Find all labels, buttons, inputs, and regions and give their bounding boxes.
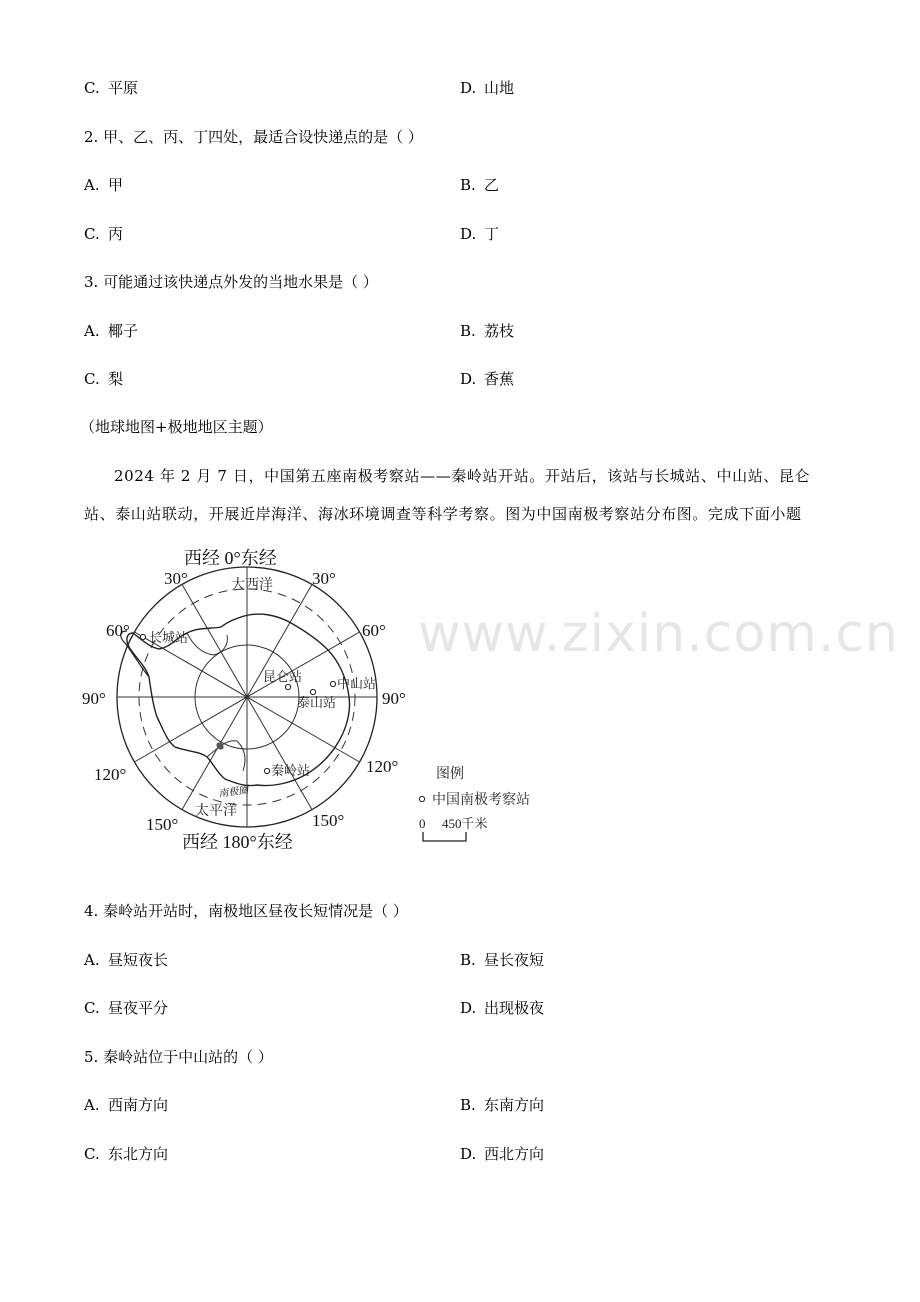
- q4-stem: 4. 秦岭站开站时，南极地区昼夜长短情况是（ ）: [84, 902, 408, 920]
- option-text: 丁: [484, 225, 500, 243]
- option-text: 山地: [484, 79, 515, 97]
- option-text: 丙: [108, 225, 124, 243]
- option-letter: D.: [460, 370, 477, 388]
- q2-option-c[interactable]: [84, 222, 123, 246]
- option-text: 荔枝: [484, 322, 515, 340]
- option-text: 平原: [108, 79, 139, 97]
- option-letter: B.: [460, 176, 476, 194]
- lon-label-e150: 150°: [312, 811, 345, 830]
- station-marker: [140, 634, 145, 639]
- station-label: 昆仑站: [263, 669, 303, 684]
- section-tag: （地球地图+极地地区主题）: [80, 418, 273, 436]
- station-changcheng: [140, 630, 188, 645]
- q3-options-row-ab: [0, 319, 920, 343]
- option-letter: D.: [460, 79, 477, 97]
- weddell-sea-coast: [187, 633, 227, 655]
- q5-stem-row: [0, 1045, 920, 1069]
- option-letter: B.: [460, 951, 476, 969]
- option-letter: D.: [460, 999, 477, 1017]
- map-top-title: 西经 0°东经: [184, 548, 277, 568]
- station-marker: [310, 689, 315, 694]
- q3-stem: 3. 可能通过该快递点外发的当地水果是（ ）: [84, 273, 378, 291]
- station-label: 秦岭站: [271, 763, 311, 778]
- scale-bar: [423, 832, 466, 841]
- q5-option-d[interactable]: [460, 1142, 544, 1166]
- option-text: 甲: [108, 176, 124, 194]
- lon-label-e60: 60°: [362, 621, 386, 640]
- lon-label-e30: 30°: [312, 569, 336, 588]
- option-text: 出现极夜: [484, 999, 545, 1017]
- intro-line-2: 站、泰山站联动，开展近岸海洋、海冰环境调查等科学考察。图为中国南极考察站分布图。完成下面小题: [84, 505, 802, 523]
- option-letter: C.: [84, 370, 100, 388]
- lon-label-w60: 60°: [106, 621, 130, 640]
- lon-label-w90: 90°: [82, 689, 106, 708]
- option-letter: C.: [84, 999, 100, 1017]
- lon-label-w150: 150°: [146, 815, 179, 834]
- q5-stem: 5. 秦岭站位于中山站的（ ）: [84, 1048, 273, 1066]
- option-letter: D.: [460, 225, 477, 243]
- q1-option-c[interactable]: [84, 76, 138, 100]
- option-letter: A.: [84, 322, 100, 340]
- q5-options-row-ab: [0, 1093, 920, 1117]
- option-text: 东南方向: [484, 1096, 545, 1114]
- option-letter: D.: [460, 1145, 477, 1163]
- q2-options-row-cd: [0, 222, 920, 246]
- ocean-label-atlantic: 大西洋: [231, 578, 273, 593]
- option-text: 梨: [108, 370, 124, 388]
- lon-label-w120: 120°: [94, 765, 127, 784]
- option-letter: C.: [84, 225, 100, 243]
- option-text: 东北方向: [108, 1145, 169, 1163]
- q4-option-c[interactable]: [84, 996, 168, 1020]
- q3-option-b[interactable]: [460, 319, 514, 343]
- map-legend: [419, 766, 530, 841]
- q2-option-a[interactable]: [84, 173, 123, 197]
- station-zhongshan: [330, 676, 376, 691]
- q4-option-d[interactable]: [460, 996, 544, 1020]
- map-grid: [117, 567, 377, 827]
- antarctic-circle-label: 南极圈: [217, 784, 250, 800]
- antarctica-station-map: [70, 540, 570, 860]
- q5-option-b[interactable]: [460, 1093, 544, 1117]
- q2-stem-row: [0, 125, 920, 149]
- section-tag-row: [0, 415, 920, 439]
- option-text: 昼夜平分: [108, 999, 169, 1017]
- q5-options-row-cd: [0, 1142, 920, 1166]
- option-text: 香蕉: [484, 370, 515, 388]
- lon-label-e90: 90°: [382, 689, 406, 708]
- q3-option-d[interactable]: [460, 367, 514, 391]
- scale-value: 450千米: [442, 816, 488, 831]
- station-marker: [285, 684, 290, 689]
- q2-options-row-ab: [0, 173, 920, 197]
- legend-title: 图例: [436, 767, 464, 782]
- q4-option-b[interactable]: [460, 948, 544, 972]
- q4-options-row-cd: [0, 996, 920, 1020]
- station-marker: [264, 768, 269, 773]
- station-label: 长城站: [149, 630, 189, 645]
- option-text: 西北方向: [484, 1145, 545, 1163]
- q3-options-row-cd: [0, 367, 920, 391]
- station-taishan: [297, 689, 336, 710]
- q3-option-c[interactable]: [84, 367, 123, 391]
- q2-option-b[interactable]: [460, 173, 499, 197]
- q4-option-a[interactable]: [84, 948, 168, 972]
- option-text: 乙: [484, 176, 500, 194]
- station-qinling: [264, 763, 310, 778]
- ocean-label-pacific: 太平洋: [195, 804, 237, 819]
- station-kunlun: [263, 669, 302, 690]
- legend-item-label: 中国南极考察站: [432, 793, 530, 808]
- q3-option-a[interactable]: [84, 319, 138, 343]
- option-text: 椰子: [108, 322, 139, 340]
- option-letter: B.: [460, 1096, 476, 1114]
- station-label: 中山站: [337, 676, 377, 691]
- q3-stem-row: [0, 270, 920, 294]
- q1-option-d[interactable]: [460, 76, 514, 100]
- scale-zero: 0: [419, 816, 426, 831]
- station-label: 泰山站: [297, 695, 337, 710]
- q5-option-c[interactable]: [84, 1142, 168, 1166]
- option-text: 西南方向: [108, 1096, 169, 1114]
- q2-option-d[interactable]: [460, 222, 499, 246]
- intro-line-1: 2024 年 2 月 7 日，中国第五座南极考察站——秦岭站开站。开站后，该站与长城站、中山站、昆仑: [114, 467, 811, 485]
- q4-options-row-ab: [0, 948, 920, 972]
- option-letter: B.: [460, 322, 476, 340]
- option-letter: C.: [84, 1145, 100, 1163]
- option-letter: A.: [84, 176, 100, 194]
- map-bottom-title: 西经 180°东经: [182, 832, 293, 852]
- station-marker: [330, 681, 335, 686]
- watermark: www.zixin.com.cn: [418, 604, 899, 664]
- lon-label-e120: 120°: [366, 757, 399, 776]
- option-text: 昼短夜长: [108, 951, 169, 969]
- option-letter: A.: [84, 1096, 100, 1114]
- q4-stem-row: [0, 899, 920, 923]
- legend-station-marker: [419, 796, 424, 801]
- q1-options-row-cd: [0, 76, 920, 100]
- option-text: 昼长夜短: [484, 951, 545, 969]
- option-letter: A.: [84, 951, 100, 969]
- q2-stem: 2. 甲、乙、丙、丁四处，最适合设快递点的是（ ）: [84, 128, 423, 146]
- q5-option-a[interactable]: [84, 1093, 168, 1117]
- option-letter: C.: [84, 79, 100, 97]
- lon-label-w30: 30°: [164, 569, 188, 588]
